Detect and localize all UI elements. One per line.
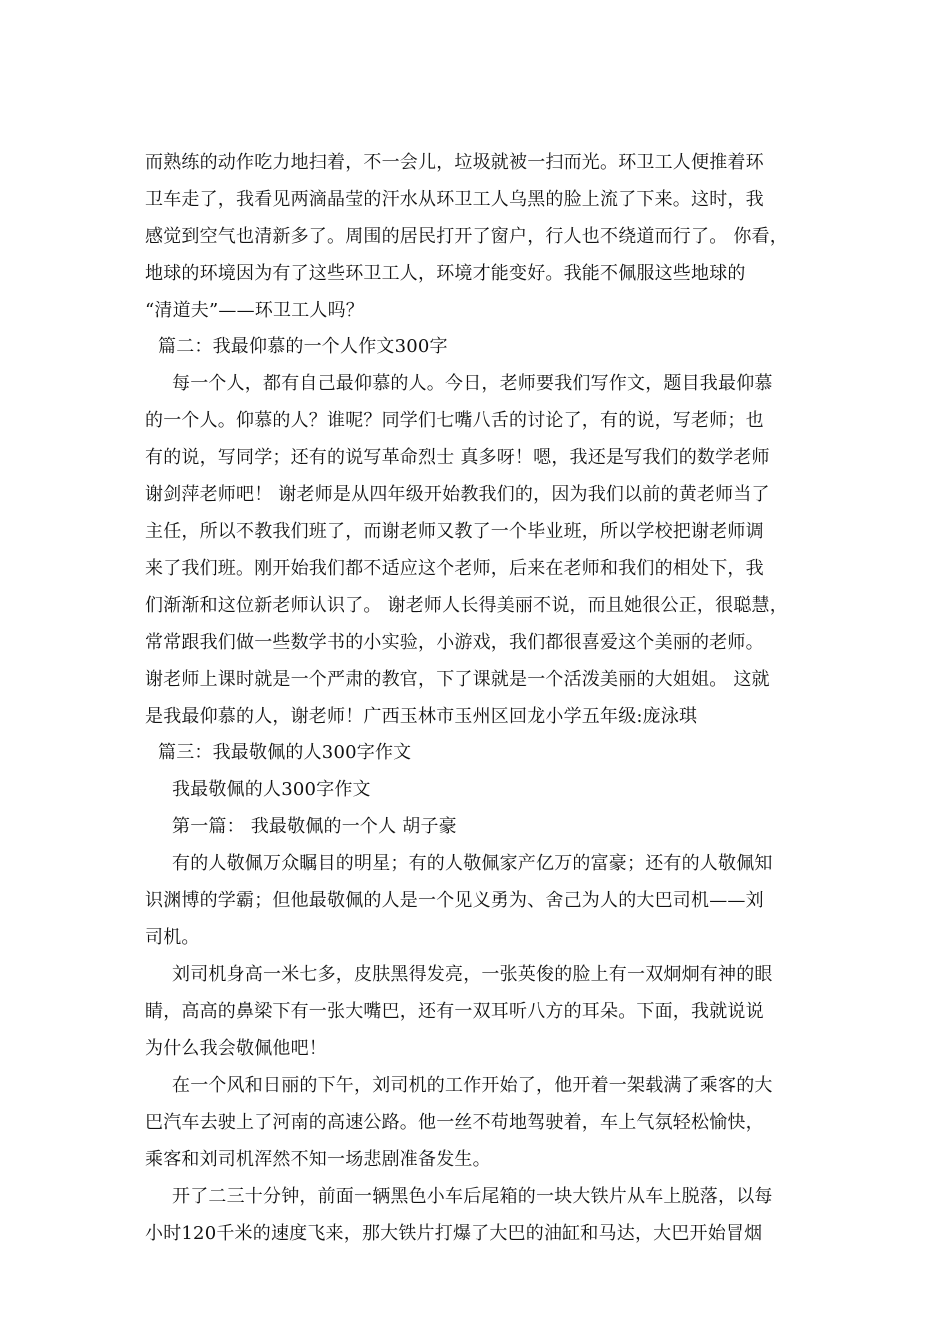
text-line: 感觉到空气也清新多了。周围的居民打开了窗户，行人也不绕道而行了。 你看， — [145, 226, 788, 247]
section-heading: 篇二：我最仰慕的一个人作文300字 — [158, 336, 448, 357]
text-line: 在一个风和日丽的下午，刘司机的工作开始了，他开着一架载满了乘客的大 — [172, 1075, 773, 1096]
text-line: 有的人敬佩万众瞩目的明星；有的人敬佩家产亿万的富豪；还有的人敬佩知 — [172, 853, 773, 874]
text-line: 乘客和刘司机浑然不知一场悲剧准备发生。 — [145, 1149, 491, 1170]
text-line: 的一个人。仰慕的人？谁呢？同学们七嘴八舌的讨论了，有的说，写老师；也 — [145, 410, 764, 431]
text-line: 开了二三十分钟，前面一辆黑色小车后尾箱的一块大铁片从车上脱落，以每 — [172, 1186, 773, 1207]
text-line: 而熟练的动作吃力地扫着，不一会儿，垃圾就被一扫而光。环卫工人便推着环 — [145, 152, 764, 173]
text-line: “清道夫”——环卫工人吗？ — [145, 300, 365, 321]
text-line: 为什么我会敬佩他吧！ — [145, 1038, 327, 1059]
article-subtitle: 第一篇： 我最敬佩的一个人 胡子豪 — [172, 816, 457, 837]
text-line: 卫车走了，我看见两滴晶莹的汗水从环卫工人乌黑的脸上流了下来。这时，我 — [145, 189, 764, 210]
text-line: 刘司机身高一米七多，皮肤黑得发亮，一张英俊的脸上有一双炯炯有神的眼 — [172, 964, 773, 985]
text-line: 睛，高高的鼻梁下有一张大嘴巴，还有一双耳听八方的耳朵。下面，我就说说 — [145, 1001, 764, 1022]
text-line: 每一个人，都有自己最仰慕的人。今日，老师要我们写作文，题目我最仰慕 — [172, 373, 773, 394]
text-line: 谢老师上课时就是一个严肃的教官，下了课就是一个活泼美丽的大姐姐。 这就 — [145, 669, 770, 690]
text-line: 地球的环境因为有了这些环卫工人，环境才能变好。我能不佩服这些地球的 — [145, 263, 746, 284]
text-line: 常常跟我们做一些数学书的小实验，小游戏，我们都很喜爱这个美丽的老师。 — [145, 632, 764, 653]
article-title: 我最敬佩的人300字作文 — [172, 779, 371, 800]
text-line: 是我最仰慕的人，谢老师！广西玉林市玉州区回龙小学五年级:庞泳琪 — [145, 706, 698, 727]
text-line: 识渊博的学霸；但他最敬佩的人是一个见义勇为、舍己为人的大巴司机——刘 — [145, 890, 764, 911]
text-line: 们渐渐和这位新老师认识了。 谢老师人长得美丽不说，而且她很公正，很聪慧， — [145, 595, 788, 616]
text-line: 巴汽车去驶上了河南的高速公路。他一丝不苟地驾驶着，车上气氛轻松愉快， — [145, 1112, 764, 1133]
section-heading: 篇三：我最敬佩的人300字作文 — [158, 742, 412, 763]
text-line: 主任，所以不教我们班了，而谢老师又教了一个毕业班，所以学校把谢老师调 — [145, 521, 764, 542]
text-line: 有的说，写同学；还有的说写革命烈士 真多呀！嗯，我还是写我们的数学老师 — [145, 447, 770, 468]
text-line: 小时120千米的速度飞来，那大铁片打爆了大巴的油缸和马达，大巴开始冒烟 — [145, 1223, 763, 1244]
text-line: 司机。 — [145, 927, 200, 948]
text-line: 来了我们班。刚开始我们都不适应这个老师，后来在老师和我们的相处下，我 — [145, 558, 764, 579]
text-line: 谢剑萍老师吧！ 谢老师是从四年级开始教我们的，因为我们以前的黄老师当了 — [145, 484, 770, 505]
